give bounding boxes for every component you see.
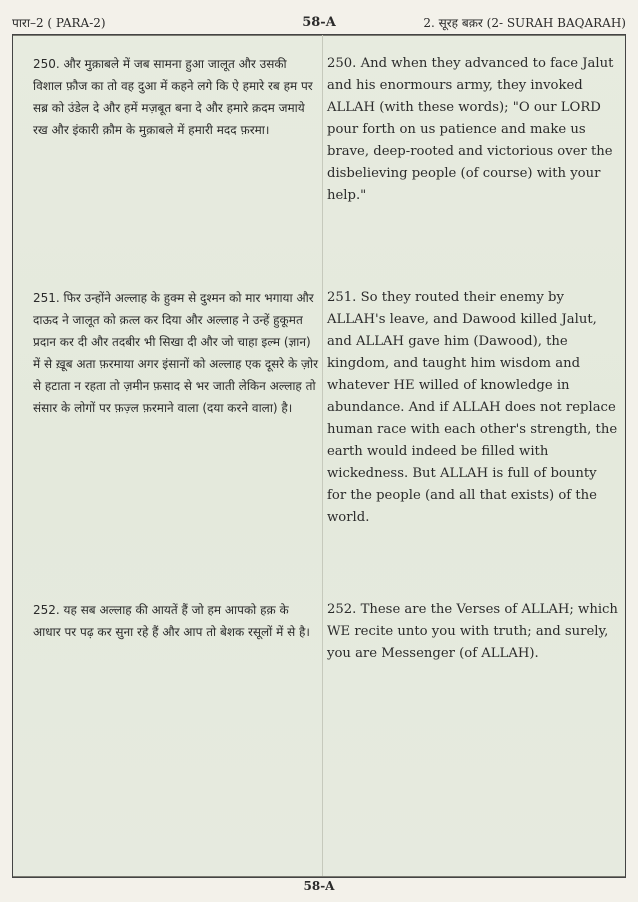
page-frame <box>12 34 626 878</box>
verse-250-english <box>327 53 619 207</box>
verse-number: 251. <box>33 291 60 305</box>
verse-number: 251. <box>327 290 357 305</box>
para-label: पारा–2 ( PARA-2) <box>12 16 106 30</box>
verse-251-hindi <box>33 287 319 419</box>
verse-252-hindi <box>33 599 319 643</box>
verse-250-hindi <box>33 53 319 141</box>
page-number-top: 58-A <box>302 15 336 30</box>
verse-text-english: So they routed their enemy by ALLAH's leave, and Dawood killed Jalut, and ALLAH gave him (Dawood), the kingdom, and taught him wisdom and whatever HE willed of knowledge in abundance. And if ALLAH does not replace human race with each other's strength, the earth would indeed be filled with wickedness. But ALLAH is full of bounty for the people (and all that exists) of the world. <box>327 290 618 525</box>
verse-text-english: These are the Verses of ALLAH; which WE recite unto you with truth; and surely, you are Messenger (of ALLAH). <box>327 602 618 661</box>
verse-number: 252. <box>33 603 60 617</box>
verse-number: 250. <box>33 57 60 71</box>
surah-label: 2. सूरह बक़र (2- SURAH BAQARAH) <box>423 16 626 30</box>
page-number-bottom: 58-A <box>303 879 335 893</box>
verse-number: 250. <box>327 56 357 71</box>
verse-number: 252. <box>327 602 357 617</box>
column-divider <box>322 35 323 877</box>
page-header <box>12 12 626 34</box>
verse-text-hindi: फिर उन्होंने अल्लाह के हुक्म से दुश्मन को मार भगाया और दाऊद ने जालूत को क़त्ल कर दिया और अल्लाह ने उन्हें हुकूमत प्रदान कर दी और तदबीर भी सिखा दी और जो चाहा इल्म (ज्ञान) में से ख़ूब अता फ़रमाया अगर इंसानों को अल्लाह एक दूसरे के ज़ोर से हटाता न रहता तो ज़मीन फ़साद से भर जाती लेकिन अल्लाह तो संसार के लोगों पर फ़ज़्ल फ़रमाने वाला (दया करने वाला) है। <box>33 291 318 415</box>
top-divider <box>13 35 625 36</box>
verse-252-english <box>327 599 619 665</box>
verse-text-hindi: यह सब अल्लाह की आयतें हैं जो हम आपको हक़ के आधार पर पढ़ कर सुना रहे हैं और आप तो बेशक रसूलों में से है। <box>33 603 310 639</box>
verse-text-hindi: और मुक़ाबले में जब सामना हुआ जालूत और उसकी विशाल फ़ौज का तो वह दुआ में कहने लगे कि ऐ हमारे रब हम पर सब्र को उंडेल दे और हमें मज़बूत बना दे और हमारे क़दम जमाये रख और इंकारी क़ौम के मुक़ाबले में हमारी मदद फ़रमा। <box>33 57 313 137</box>
verse-251-english <box>327 287 619 529</box>
verse-text-english: And when they advanced to face Jalut and his enormours army, they invoked ALLAH (with these words); "O our LORD pour forth on us patience and make us brave, deep-rooted and victorious over the disbelieving people (of course) with your help." <box>327 56 614 203</box>
